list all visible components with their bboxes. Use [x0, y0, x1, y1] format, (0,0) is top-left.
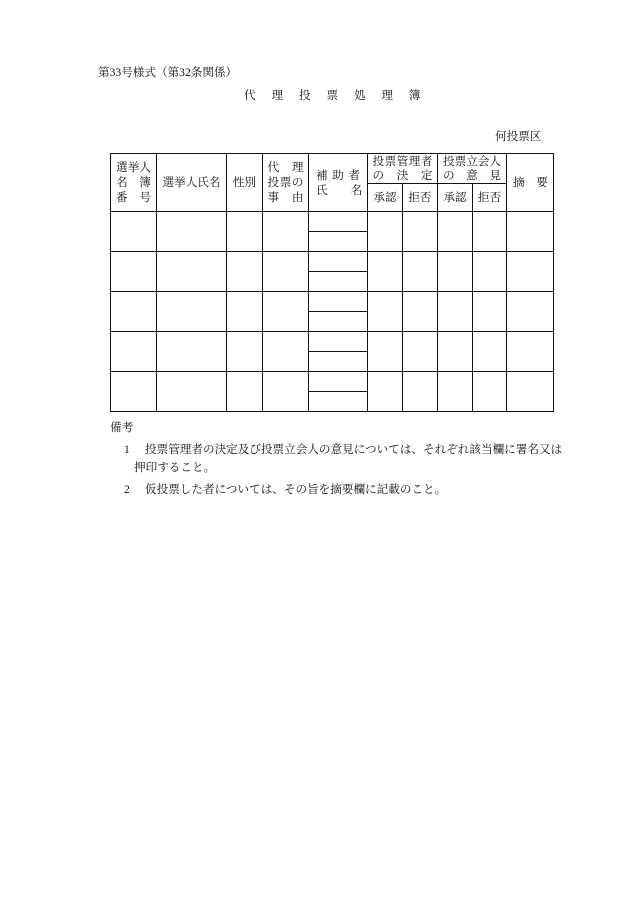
witness-approve-cell: [438, 332, 473, 372]
witness-opinion-header: [438, 154, 507, 184]
reason-cell: [263, 332, 309, 372]
remarks-header: [507, 154, 554, 212]
reason-cell: [263, 292, 309, 332]
voter-number-header: [111, 154, 157, 212]
assistant-cell: [309, 292, 368, 312]
header-line: 投票管理者: [372, 154, 433, 168]
header-line: の 決 定: [372, 168, 433, 182]
header-line: 性別: [232, 176, 257, 189]
note-text: 投票管理者の決定及び投票立会人の意見については、それぞれ該当欄に署名又は押印すること。: [134, 443, 563, 474]
assistant-cell: [309, 332, 368, 352]
assistant-header: [309, 154, 368, 212]
remarks-cell: [507, 292, 554, 332]
reason-cell: [263, 212, 309, 252]
manager-reject-cell: [403, 252, 438, 292]
assistant-name-cell: [309, 232, 368, 252]
voter-number-cell: [111, 212, 157, 252]
voter-name-header: [157, 154, 227, 212]
table-row: [111, 332, 554, 352]
manager-reject-cell: [403, 372, 438, 412]
proxy-voting-table: [110, 153, 554, 412]
manager-approve-header: 承認: [368, 184, 403, 212]
note-number: 2: [124, 483, 130, 496]
voting-district-label: 何投票区: [495, 130, 542, 143]
header-line: 氏 名: [316, 183, 363, 197]
header-line: 選挙人氏名: [162, 176, 221, 189]
table-row: [111, 372, 554, 392]
header-line: 補 助 者: [316, 168, 360, 182]
assistant-cell: [309, 372, 368, 392]
manager-approve-cell: [368, 212, 403, 252]
gender-cell: [227, 372, 263, 412]
manager-approve-cell: [368, 292, 403, 332]
remarks-cell: [507, 252, 554, 292]
header-line: 摘 要: [513, 176, 548, 189]
voter-number-cell: [111, 372, 157, 412]
remarks-cell: [507, 332, 554, 372]
header-line: 事 由: [267, 191, 304, 204]
gender-header: [227, 154, 263, 212]
header-line: 投票の: [267, 176, 304, 189]
gender-cell: [227, 252, 263, 292]
remarks-cell: [507, 212, 554, 252]
header-line: 名 簿: [116, 176, 151, 189]
voter-number-cell: [111, 292, 157, 332]
witness-reject-cell: [473, 372, 507, 412]
notes-title: 備考: [110, 421, 134, 434]
witness-approve-cell: [438, 372, 473, 412]
assistant-cell: [309, 252, 368, 272]
witness-approve-cell: [438, 292, 473, 332]
witness-approve-cell: [438, 252, 473, 292]
manager-reject-header: 拒否: [403, 184, 438, 212]
voter-number-cell: [111, 252, 157, 292]
manager-decision-header: [368, 154, 438, 184]
witness-approve-cell: [438, 212, 473, 252]
header-line: 代 理: [267, 161, 304, 174]
note-text: 仮投票した者については、その旨を摘要欄に記載のこと。: [145, 483, 447, 496]
reason-cell: [263, 252, 309, 292]
gender-cell: [227, 332, 263, 372]
voter-name-cell: [157, 252, 227, 292]
manager-reject-cell: [403, 332, 438, 372]
witness-reject-header: 拒否: [473, 184, 507, 212]
table-row: [111, 252, 554, 272]
assistant-name-cell: [309, 312, 368, 332]
header-line: の 意 見: [443, 168, 501, 182]
table-row: [111, 292, 554, 312]
voter-name-cell: [157, 332, 227, 372]
witness-reject-cell: [473, 332, 507, 372]
manager-approve-cell: [368, 372, 403, 412]
header-line: 投票立会人: [443, 154, 501, 168]
voter-number-cell: [111, 332, 157, 372]
note-number: 1: [124, 443, 130, 456]
document-title: 代 理 投 票 処 理 簿: [244, 89, 423, 102]
table-row: [111, 212, 554, 232]
assistant-name-cell: [309, 272, 368, 292]
voter-name-cell: [157, 292, 227, 332]
manager-reject-cell: [403, 292, 438, 332]
witness-reject-cell: [473, 252, 507, 292]
header-line: 番 号: [116, 191, 151, 204]
manager-approve-cell: [368, 252, 403, 292]
form-number-label: 第33号様式（第32条関係）: [98, 66, 238, 79]
assistant-cell: [309, 212, 368, 232]
witness-approve-header: 承認: [438, 184, 473, 212]
gender-cell: [227, 212, 263, 252]
remarks-cell: [507, 372, 554, 412]
gender-cell: [227, 292, 263, 332]
manager-approve-cell: [368, 332, 403, 372]
assistant-name-cell: [309, 392, 368, 412]
header-row: [111, 154, 554, 184]
voter-name-cell: [157, 212, 227, 252]
witness-reject-cell: [473, 212, 507, 252]
assistant-name-cell: [309, 352, 368, 372]
header-line: 選挙人: [116, 161, 151, 174]
reason-cell: [263, 372, 309, 412]
manager-reject-cell: [403, 212, 438, 252]
reason-header: [263, 154, 309, 212]
witness-reject-cell: [473, 292, 507, 332]
voter-name-cell: [157, 372, 227, 412]
